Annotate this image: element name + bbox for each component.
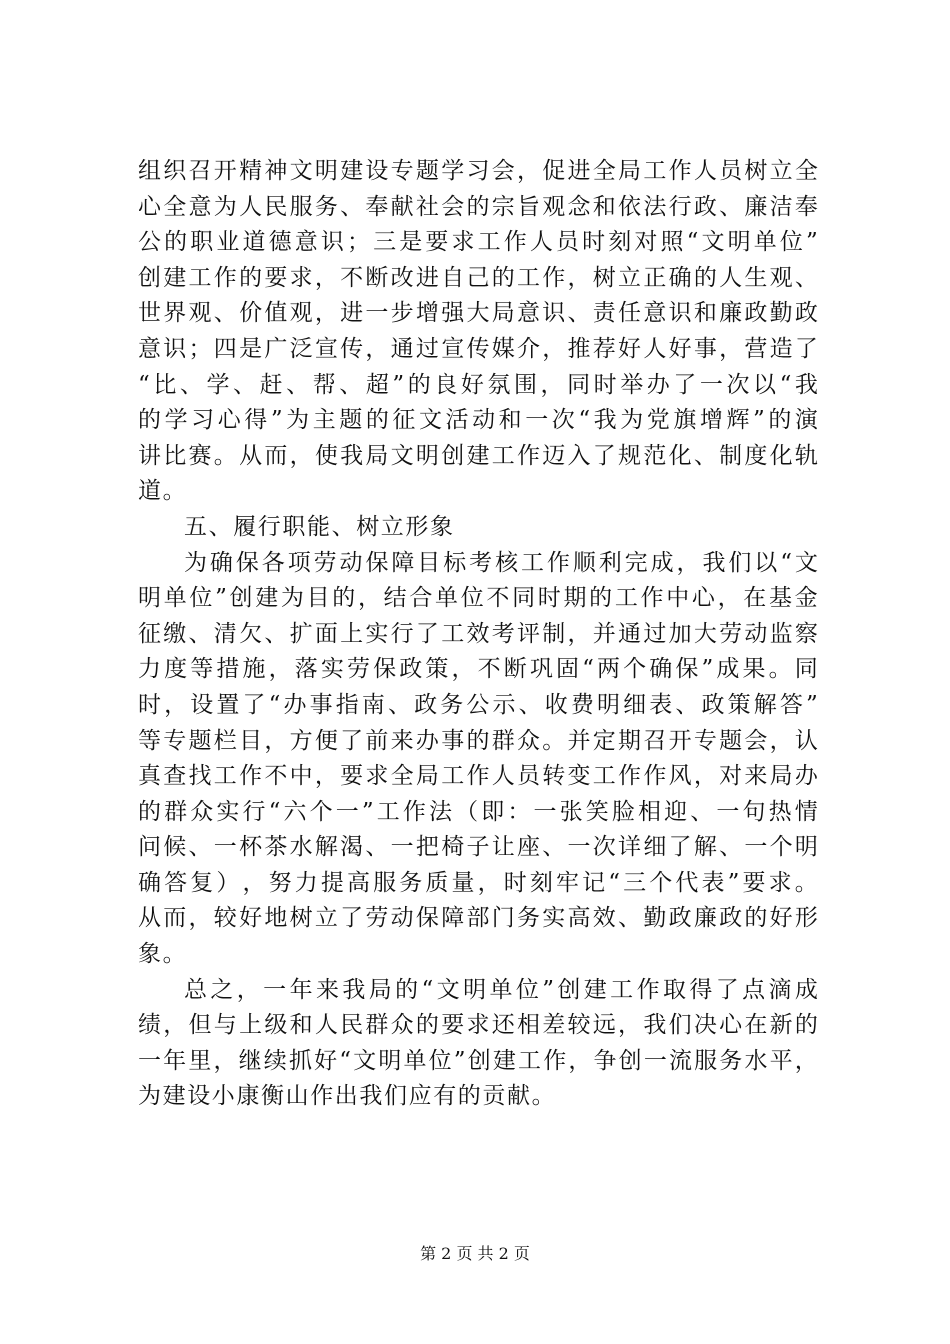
text-line: 创 建 工 作 的 要 求 ， 不 断 改 进 自 己 的 工 作 ， 树 立 正 确 的 人 生 观 、 [138, 264, 818, 291]
text-line: 从 而 ， 较 好 地 树 立 了 劳 动 保 障 部 门 务 实 高 效 、 勤 政 廉 政 的 好 形 [138, 905, 818, 932]
text-line: 讲 比 赛 。 从 而 ， 使 我 局 文 明 创 建 工 作 迈 入 了 规 范 化 、 制 度 化 轨 [138, 442, 818, 469]
text-line: 征 缴 、 清 欠 、 扩 面 上 实 行 了 工 效 考 评 制 ， 并 通 过 加 大 劳 动 监 察 [138, 620, 818, 647]
text-line: 心 全 意 为 人 民 服 务 、 奉 献 社 会 的 宗 旨 观 念 和 依 法 行 政 、 廉 洁 奉 [138, 193, 818, 220]
paragraph-first-line: 为 确 保 各 项 劳 动 保 障 目 标 考 核 工 作 顺 利 完 成 ， 我 们 以 “ 文 [184, 549, 818, 576]
section-heading: 五、履行职能、树立形象 [184, 513, 455, 540]
text-line: 绩 ， 但 与 上 级 和 人 民 群 众 的 要 求 还 相 差 较 远 ， 我 们 决 心 在 新 的 [138, 1012, 818, 1039]
text-line: 力 度 等 措 施 ， 落 实 劳 保 政 策 ， 不 断 巩 固 “ 两 个 确 保 ” 成 果 。 同 [138, 656, 818, 683]
text-line: 为建设小康衡山作出我们应有的贡献。 [138, 1083, 557, 1110]
document-body [138, 154, 818, 1115]
paragraph-first-line: 总 之 ， 一 年 来 我 局 的 “ 文 明 单 位 ” 创 建 工 作 取 得 了 点 滴 成 [184, 976, 818, 1003]
text-line: “ 比 、 学 、 赶 、 帮 、 超 ” 的 良 好 氛 围 ， 同 时 举 办 了 一 次 以 “ 我 [138, 371, 818, 398]
text-line: 的 群 众 实 行 “ 六 个 一 ” 工 作 法 （ 即 ： 一 张 笑 脸 相 迎 、 一 句 热 情 [138, 798, 818, 825]
text-line: 明 单 位 ” 创 建 为 目 的 ， 结 合 单 位 不 同 时 期 的 工 作 中 心 ， 在 基 金 [138, 585, 818, 612]
text-line: 等 专 题 栏 目 ， 方 便 了 前 来 办 事 的 群 众 。 并 定 期 召 开 专 题 会 ， 认 [138, 727, 818, 754]
text-line: 真 查 找 工 作 不 中 ， 要 求 全 局 工 作 人 员 转 变 工 作 作 风 ， 对 来 局 办 [138, 763, 818, 790]
text-line: 象。 [138, 941, 188, 968]
text-line: 问 候 、 一 杯 茶 水 解 渴 、 一 把 椅 子 让 座 、 一 次 详 细 了 解 、 一 个 明 [138, 834, 818, 861]
text-line: 道。 [138, 478, 188, 505]
text-line: 时 ， 设 置 了 “ 办 事 指 南 、 政 务 公 示 、 收 费 明 细 表 、 政 策 解 答 ” [138, 691, 818, 718]
text-line: 公 的 职 业 道 德 意 识 ； 三 是 要 求 工 作 人 员 时 刻 对 照 “ 文 明 单 位 ” [138, 229, 818, 256]
text-line: 的 学 习 心 得 ” 为 主 题 的 征 文 活 动 和 一 次 “ 我 为 党 旗 增 辉 ” 的 演 [138, 407, 818, 434]
text-line: 一 年 里 ， 继 续 抓 好 “ 文 明 单 位 ” 创 建 工 作 ， 争 创 一 流 服 务 水 平 ， [138, 1047, 818, 1074]
text-line: 组 织 召 开 精 神 文 明 建 设 专 题 学 习 会 ， 促 进 全 局 工 作 人 员 树 立 全 [138, 158, 818, 184]
text-line: 确 答 复 ） ， 努 力 提 高 服 务 质 量 ， 时 刻 牢 记 “ 三 个 代 表 ” 要 求 。 [138, 869, 818, 896]
text-line: 意 识 ； 四 是 广 泛 宣 传 ， 通 过 宣 传 媒 介 ， 推 荐 好 人 好 事 ， 营 造 了 [138, 335, 818, 362]
page-number-footer: 第 2 页 共 2 页 [420, 1244, 530, 1263]
text-line: 世 界 观 、 价 值 观 ， 进 一 步 增 强 大 局 意 识 、 责 任 意 识 和 廉 政 勤 政 [138, 300, 818, 327]
